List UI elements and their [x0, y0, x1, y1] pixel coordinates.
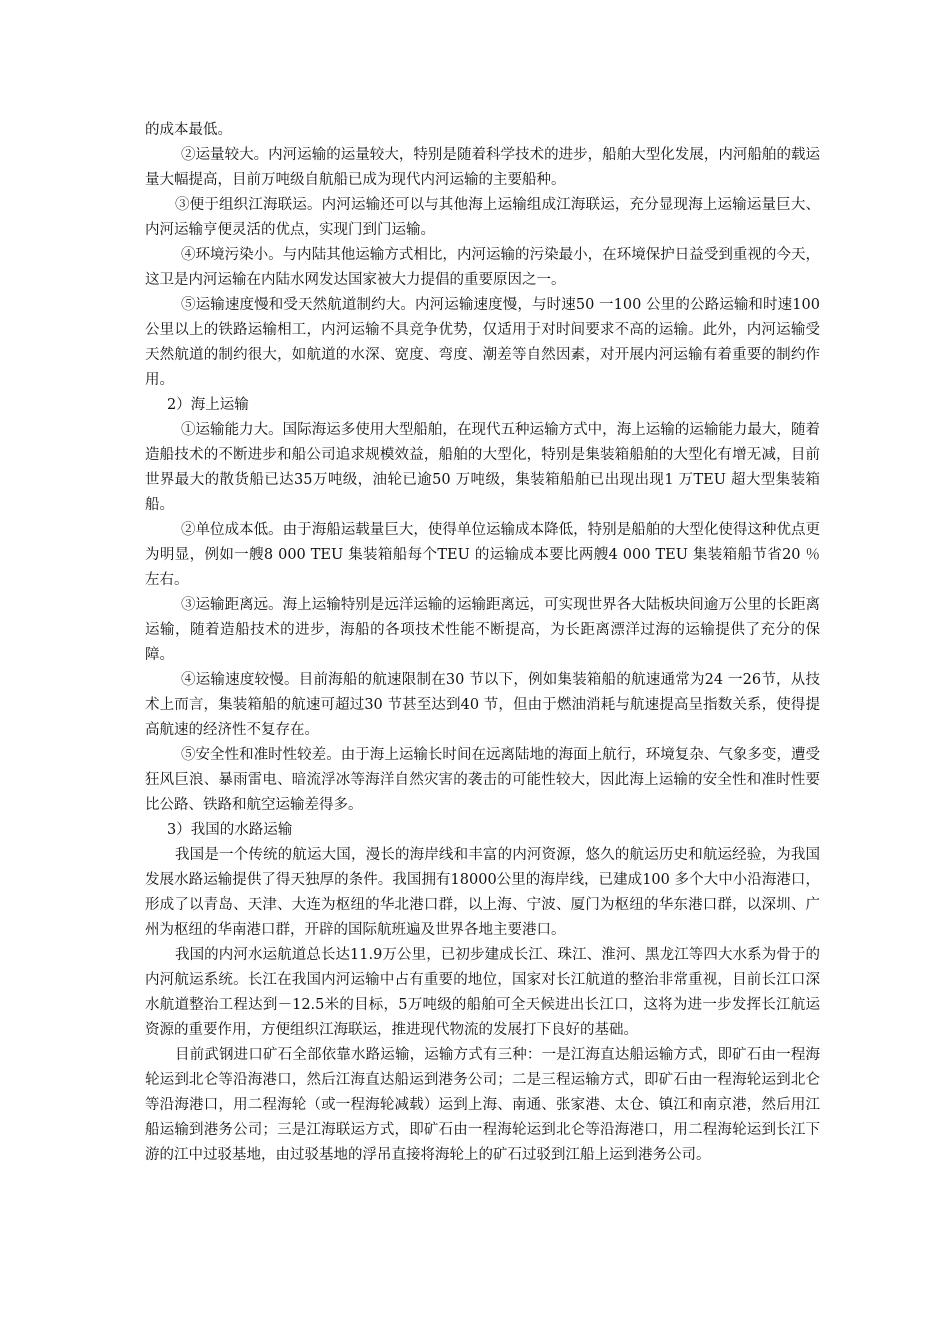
paragraph-low-pollution: ④环境污染小。与内陆其他运输方式相比，内河运输的污染最小，在环境保护日益受到重视的今天，这卫是内河运输在内陆水网发达国家被大力提倡的重要原因之一。	[145, 247, 820, 288]
paragraph-river-sea-combined: ③便于组织江海联运。内河运输还可以与其他海上运输组成江海联运，充分显现海上运输运量巨大、内河运输亨便灵活的优点，实现门到门运输。	[145, 197, 820, 238]
paragraph-wisco-ore: 目前武钢进口矿石全部依靠水路运输，运输方式有三种：一是江海直达船运输方式，即矿石由一程海轮运到北仑等沿海港口，然后江海直达船运到港务公司；二是三程运输方式，即矿石由一程海轮运到北仑等沿海港口，用二程海轮（或一程海轮减载）运到上海、南通、张家港、太仓、镇江和南京港，然后用江船运输到港务公司；三是江海联运方式，即矿石由一程海轮运到北仑等沿海港口，用二程海轮运到长江下游的江中过驳基地，由过驳基地的浮吊直接将海轮上的矿石过驳到江船上运到港务公司。	[145, 1047, 820, 1163]
paragraph-slow-speed: ⑤运输速度慢和受天然航道制约大。内河运输速度慢，与时速50 一100 公里的公路运输和时速100 公里以上的铁路运输相工，内河运输不具竞争优势，仅适用于对时间要求不高的运输。此外，内河运输受天然航道的制约很大，如航道的水深、宽度、弯度、潮差等自然因素，对开展内河运输有着重要的制约作用。	[145, 297, 820, 388]
document-body	[145, 118, 820, 1168]
paragraph-sea-safety: ⑤安全性和准时性较差。由于海上运输长时间在远离陆地的海面上航行，环境复杂、气象多变，遭受狂风巨浪、暴雨雷电、暗流浮冰等海洋自然灾害的袭击的可能性较大，因此海上运输的安全性和准时性要比公路、铁路和航空运输差得多。	[145, 747, 820, 813]
paragraph-sea-distance: ③运输距离远。海上运输特别是远洋运输的运输距离远，可实现世界各大陆板块间逾万公里的长距离运输，随着造船技术的进步，海船的各项技术性能不断提高，为长距离漂洋过海的运输提供了充分的保障。	[145, 597, 820, 663]
paragraph-continuation: 的成本最低。	[145, 122, 232, 138]
section-heading-sea-transport: 2）海上运输	[167, 397, 249, 413]
paragraph-sea-unit-cost: ②单位成本低。由于海船运载量巨大，使得单位运输成本降低，特别是船舶的大型化使得这种优点更为明显，例如一艘8 000 TEU 集装箱船每个TEU 的运输成本要比两艘4 000 TEU 集装箱船节省20 ％左右。	[145, 522, 820, 588]
paragraph-china-inland: 我国的内河水运航道总长达11.9万公里，已初步建成长江、珠江、淮河、黑龙江等四大水系为骨于的内河航运系统。长江在我国内河运输中占有重要的地位，国家对长江航道的整治非常重视，目前长江口深水航道整治工程达到－12.5米的目标，5万吨级的船舶可全天候进出长江口，这将为进一步发挥长江航运资源的重要作用，方便组织江海联运，推进现代物流的发展打下良好的基础。	[145, 947, 820, 1038]
paragraph-sea-speed: ④运输速度较慢。目前海船的航速限制在30 节以下，例如集装箱船的航速通常为24 一26节，从技术上而言，集装箱船的航速可超过30 节甚至达到40 节，但由于燃油消耗与航速提高呈指数关系，使得提高航速的经济性不复存在。	[145, 672, 820, 738]
paragraph-china-coast: 我国是一个传统的航运大国，漫长的海岸线和丰富的内河资源，悠久的航运历史和航运经验，为我国发展水路运输提供了得天独厚的条件。我国拥有18000公里的海岸线，已建成100 多个大中小沿海港口，形成了以青岛、天津、大连为枢纽的华北港口群，以上海、宁波、厦门为枢纽的华东港口群，以深圳、广州为枢纽的华南港口群，开辟的国际航班遍及世界各地主要港口。	[145, 847, 820, 938]
paragraph-inland-capacity: ②运量较大。内河运输的运量较大，特别是随着科学技术的进步，船舶大型化发展，内河船舶的载运量大幅提高，目前万吨级自航船已成为现代内河运输的主要船种。	[145, 147, 820, 188]
paragraph-sea-capacity: ①运输能力大。国际海运多使用大型船舶，在现代五种运输方式中，海上运输的运输能力最大，随着造船技术的不断进步和船公司追求规模效益，船舶的大型化，特别是集装箱船舶的大型化有增无减，目前世界最大的散货船已达35万吨级，油轮已逾50 万吨级，集装箱船舶已出现出现1 万TEU 超大型集装箱船。	[145, 422, 820, 513]
section-heading-china-waterway: 3）我国的水路运输	[167, 822, 293, 838]
